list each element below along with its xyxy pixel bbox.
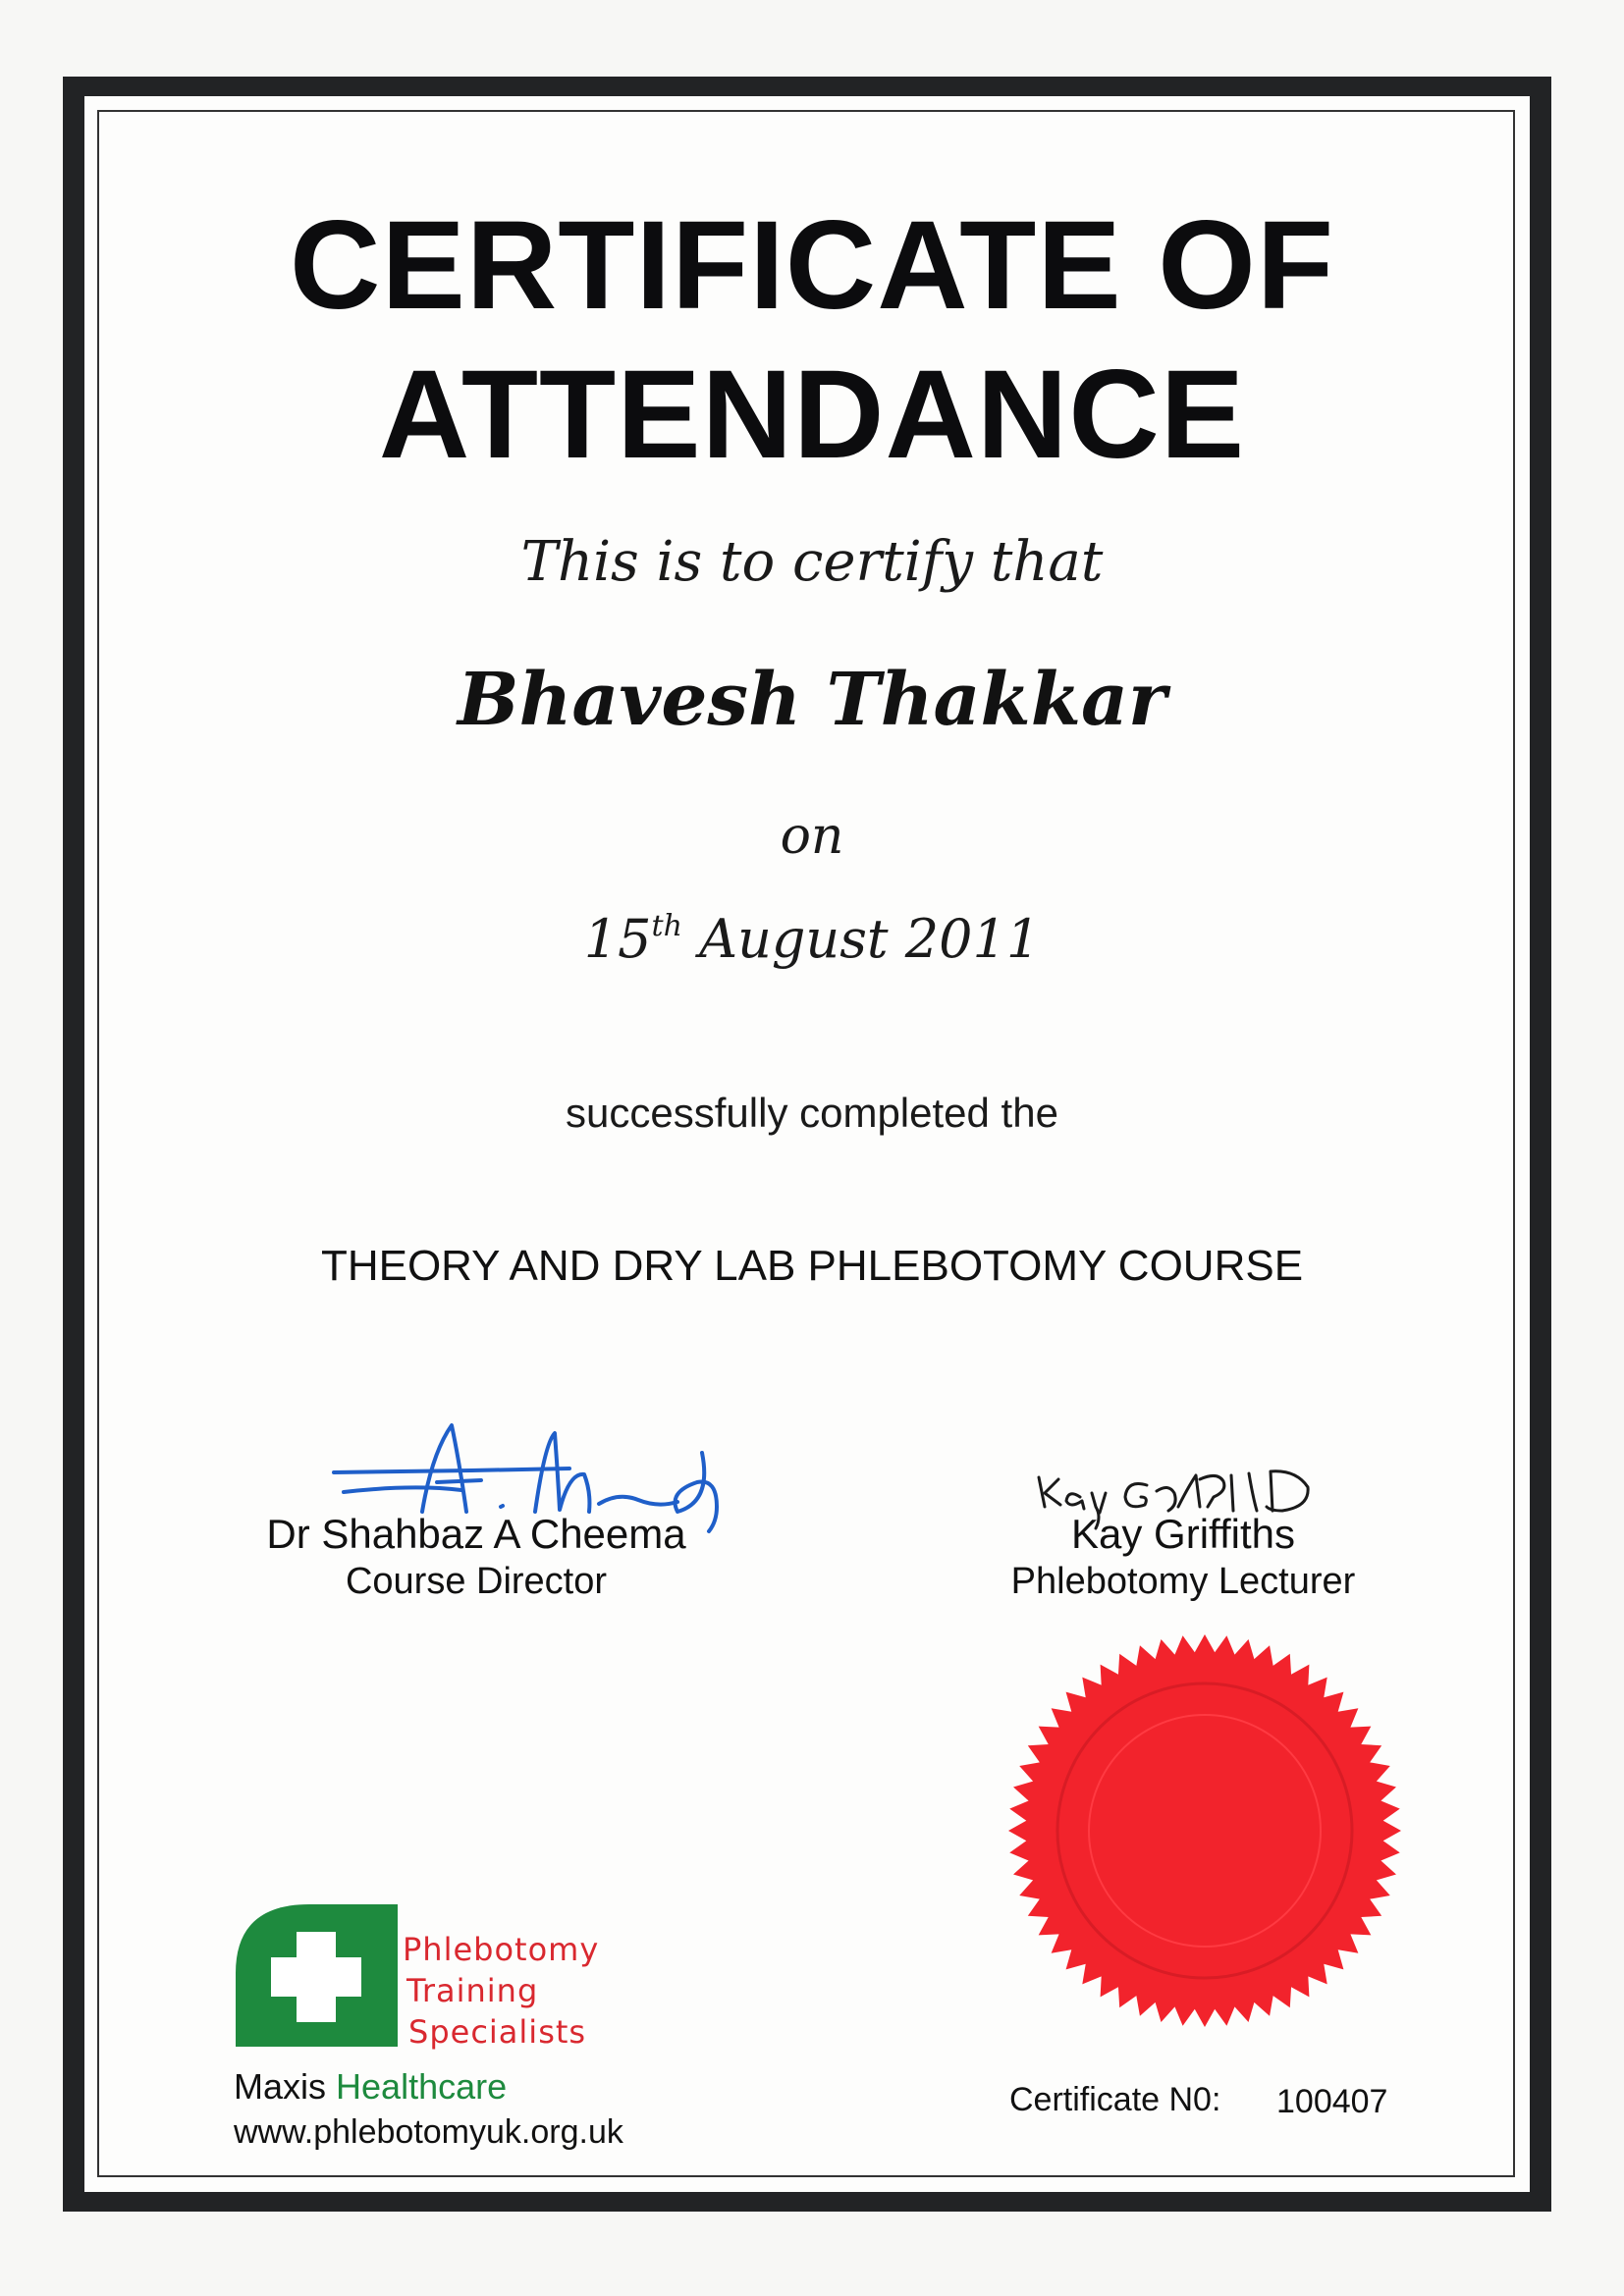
completed-text: successfully completed the bbox=[566, 1090, 1058, 1136]
certificate-number-label: Certificate N0: bbox=[1009, 2081, 1221, 2118]
signatory-name: Kay Griffiths bbox=[1071, 1511, 1295, 1557]
org-name-maxis: Maxis bbox=[234, 2066, 327, 2107]
date-suffix: th bbox=[651, 909, 682, 943]
signatory-role: Course Director bbox=[345, 1561, 608, 1602]
signatory-phlebotomy-lecturer bbox=[903, 1510, 1463, 1604]
certificate-date bbox=[0, 908, 1624, 970]
signatory-course-director bbox=[201, 1510, 751, 1604]
signatory-role: Phlebotomy Lecturer bbox=[1010, 1561, 1356, 1602]
logo-line-specialists: Specialists bbox=[408, 2013, 587, 2051]
certify-text: This is to certify that bbox=[520, 530, 1104, 594]
certificate-title bbox=[0, 191, 1624, 490]
signatory-name: Dr Shahbaz A Cheema bbox=[266, 1511, 686, 1557]
on-text: on bbox=[780, 807, 844, 866]
logo-line-phlebotomy: Phlebotomy bbox=[403, 1931, 600, 1968]
title-line-2: ATTENDANCE bbox=[378, 345, 1246, 485]
red-seal-icon bbox=[1003, 1629, 1406, 2032]
course-name: THEORY AND DRY LAB PHLEBOTOMY COURSE bbox=[320, 1242, 1304, 1290]
logo-text bbox=[403, 1929, 599, 2053]
title-line-1: CERTIFICATE OF bbox=[290, 195, 1334, 336]
cross-logo-icon bbox=[236, 1904, 398, 2047]
date-month-year: August 2011 bbox=[699, 908, 1041, 970]
logo-line-training: Training bbox=[406, 1972, 539, 2009]
website-url: www.phlebotomyuk.org.uk bbox=[234, 2113, 623, 2151]
org-name-healthcare: Healthcare bbox=[336, 2066, 508, 2107]
certificate-number-value: 100407 bbox=[1276, 2083, 1388, 2120]
organization-name bbox=[234, 2066, 507, 2108]
recipient-name: Bhavesh Thakkar bbox=[458, 658, 1166, 742]
date-day: 15 bbox=[583, 908, 652, 970]
